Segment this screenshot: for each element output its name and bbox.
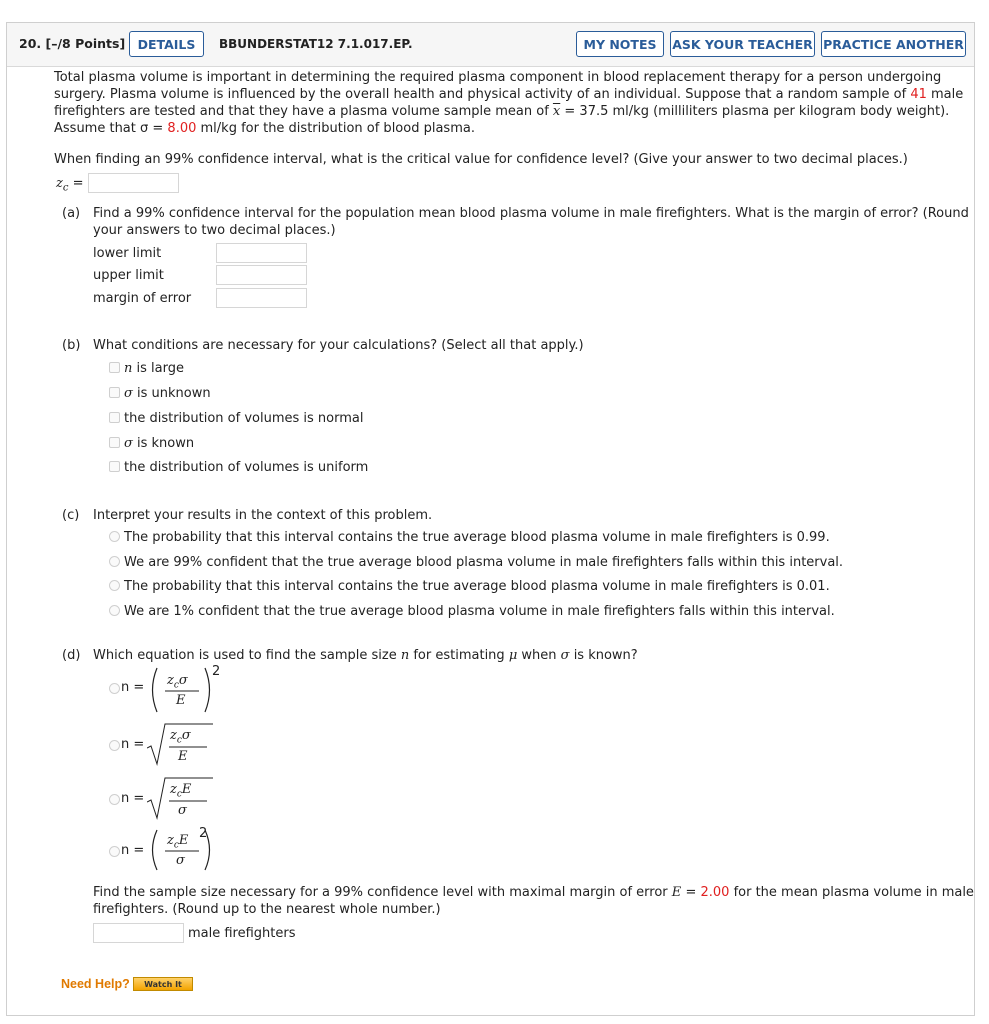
option-n-large[interactable]: n is large [109, 361, 184, 376]
sample-size-question-line-2: firefighters. (Round up to the nearest whole number.) [93, 902, 441, 917]
formula-option-2[interactable] [109, 722, 219, 770]
margin-of-error-label: margin of error [93, 291, 192, 306]
problem-line-4: Assume that σ = 8.00 ml/kg for the distribution of blood plasma. [54, 121, 475, 136]
checkbox[interactable] [109, 362, 120, 373]
sample-size-value: 41 [910, 87, 927, 102]
need-help-label: Need Help? [61, 977, 130, 991]
numerator: $z_cE$ [167, 833, 189, 851]
lower-limit-label: lower limit [93, 246, 162, 261]
n-equals: n = [121, 680, 145, 695]
ask-teacher-button[interactable]: ASK YOUR TEACHER [670, 31, 815, 57]
part-c-label: (c) [62, 508, 80, 523]
exponent: 2 [199, 826, 208, 841]
problem-line-3: firefighters are tested and that they have a plasma volume sample mean of $\overline{x} = 37.5$ ml/kg (milliliters plasma per kilogram body weight). [54, 104, 950, 119]
n-equals: n = [121, 843, 145, 858]
radio[interactable] [109, 846, 120, 857]
part-c-question: Interpret your results in the context of this problem. [93, 508, 433, 523]
interpret-option-2[interactable]: We are 99% confident that the true average blood plasma volume in male firefighters falls within this interval. [109, 555, 843, 570]
part-d-label: (d) [62, 648, 81, 663]
interpret-option-4[interactable]: We are 1% confident that the true average blood plasma volume in male firefighters falls within this interval. [109, 604, 835, 619]
part-a-label: (a) [62, 206, 81, 221]
radio[interactable] [109, 605, 120, 616]
n-equals: n = [121, 791, 145, 806]
option-sigma-unknown[interactable]: σ is unknown [109, 386, 211, 401]
numerator: $z_c\sigma$ [170, 728, 191, 746]
sample-size-unit: male firefighters [188, 926, 296, 941]
lower-limit-input[interactable] [216, 243, 307, 263]
margin-of-error-input[interactable] [216, 288, 307, 308]
denominator: E [178, 749, 188, 764]
problem-line-1: Total plasma volume is important in determining the required plasma component in blood replacement therapy for a person undergoing [54, 70, 942, 85]
formula-option-4[interactable] [109, 826, 229, 874]
part-b-question: What conditions are necessary for your calculations? (Select all that apply.) [93, 338, 584, 353]
denominator: E [176, 693, 186, 708]
question-code: BBUNDERSTAT12 7.1.017.EP. [219, 37, 413, 51]
denominator: σ [178, 803, 187, 818]
question-number: 20. [–/8 Points] [19, 36, 126, 51]
n-equals: n = [121, 737, 145, 752]
part-b-label: (b) [62, 338, 81, 353]
sample-size-question-line-1: Find the sample size necessary for a 99% confidence level with maximal margin of error E = 2.00 for the mean plasma volume in male [93, 885, 974, 900]
details-button[interactable]: DETAILS [129, 31, 204, 57]
question-header [7, 23, 974, 67]
option-distribution-uniform[interactable]: the distribution of volumes is uniform [109, 460, 368, 475]
numerator: $z_c\sigma$ [167, 673, 188, 691]
part-a-line-1: Find a 99% confidence interval for the population mean blood plasma volume in male firefighters. What is the margin of error? (Round [93, 206, 969, 221]
formula-option-1[interactable] [109, 664, 229, 716]
sigma-value: 8.00 [167, 121, 197, 136]
denominator: σ [176, 853, 185, 868]
watch-it-button[interactable]: Watch It [133, 977, 193, 991]
radio[interactable] [109, 683, 120, 694]
option-distribution-normal[interactable]: the distribution of volumes is normal [109, 411, 363, 426]
option-sigma-known[interactable]: σ is known [109, 436, 194, 451]
zc-input[interactable] [88, 173, 179, 193]
sample-size-input[interactable] [93, 923, 184, 943]
xbar-symbol: $\overline{x}$ [552, 104, 561, 119]
upper-limit-input[interactable] [216, 265, 307, 285]
max-error-value: 2.00 [700, 885, 730, 900]
checkbox[interactable] [109, 412, 120, 423]
radio[interactable] [109, 580, 120, 591]
practice-another-button[interactable]: PRACTICE ANOTHER [821, 31, 966, 57]
problem-line-2: surgery. Plasma volume is influenced by the overall health and physical activity of an individual. Suppose that a random sample of 41 male [54, 87, 964, 102]
critical-question: When finding an 99% confidence interval, what is the critical value for confidence level? (Give your answer to two decimal places.) [54, 152, 908, 167]
radio[interactable] [109, 794, 120, 805]
my-notes-button[interactable]: MY NOTES [576, 31, 664, 57]
checkbox[interactable] [109, 387, 120, 398]
numerator: $z_cE$ [170, 782, 192, 800]
radio[interactable] [109, 740, 120, 751]
radio[interactable] [109, 556, 120, 567]
checkbox[interactable] [109, 437, 120, 448]
part-d-question: Which equation is used to find the sample size n for estimating μ when σ is known? [93, 648, 638, 663]
exponent: 2 [212, 664, 221, 679]
checkbox[interactable] [109, 461, 120, 472]
upper-limit-label: upper limit [93, 268, 164, 283]
interpret-option-3[interactable]: The probability that this interval contains the true average blood plasma volume in male firefighters is 0.01. [109, 579, 830, 594]
part-a-line-2: your answers to two decimal places.) [93, 223, 336, 238]
zc-label: $z_c$ = [56, 176, 84, 194]
interpret-option-1[interactable]: The probability that this interval contains the true average blood plasma volume in male firefighters is 0.99. [109, 530, 830, 545]
radio[interactable] [109, 531, 120, 542]
formula-option-3[interactable] [109, 776, 219, 824]
